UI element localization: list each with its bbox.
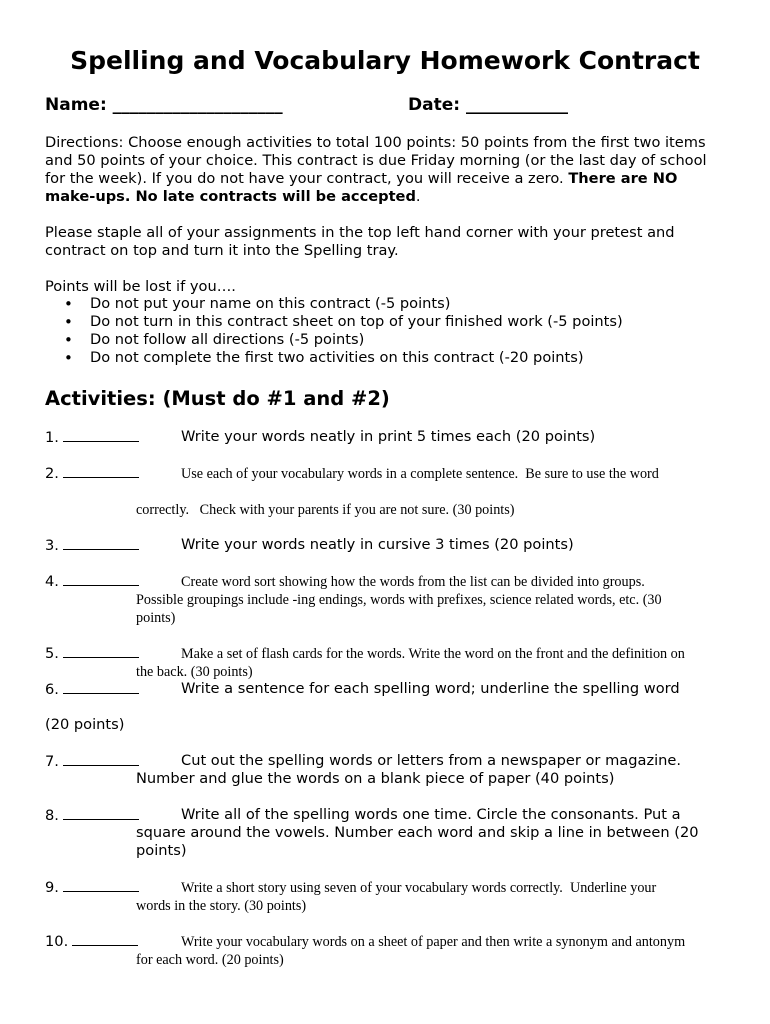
list-item: • Do not turn in this contract sheet on top of your finished work (-5 points) [64,313,623,331]
activity-number: 7. [45,752,139,771]
activities-heading: Activities: (Must do #1 and #2) [45,387,390,410]
staple-instructions-line-1: Please staple all of your assignments in the top left hand corner with your pretest and [45,224,675,241]
bullet-icon: • [64,313,73,331]
activity-number: 3. [45,536,139,555]
checkoff-blank [63,752,139,766]
directions-text: Directions: Choose enough activities to total 100 points: 50 points from the first two items and 50 points of your choice. This contract is due Friday morning (or the last day of school for the week). If you do not have your contract, you will receive a zero. [45,134,707,187]
activity-text: for each word. (20 points) [136,952,284,968]
activity-number: 8. [45,806,139,825]
activity-number: 10. [45,932,138,951]
activity-text: points) [136,610,176,626]
points-lost-intro: Points will be lost if you…. [45,278,236,295]
checkoff-blank [63,680,139,694]
activity-text: correctly. Check with your parents if you are not sure. (30 points) [136,502,515,518]
activity-text: points) [136,842,187,859]
checkoff-blank [63,536,139,550]
bullet-icon: • [64,349,73,367]
activity-text: Write your words neatly in cursive 3 times (20 points) [181,536,574,553]
activity-text: Write your vocabulary words on a sheet of paper and then write a synonym and antonym [181,934,686,950]
directions-paragraph [45,134,725,206]
activity-text: Create word sort showing how the words from the list can be divided into groups. [181,574,645,590]
name-field-label: Name: ____________________ [45,95,283,115]
list-item: • Do not put your name on this contract (-5 points) [64,295,451,313]
activity-text: Write all of the spelling words one time. Circle the consonants. Put a [181,806,681,823]
points-lost-list [64,295,623,367]
activity-text: Number and glue the words on a blank piece of paper (40 points) [136,770,615,787]
checkoff-blank [63,806,139,820]
activity-text: Write a short story using seven of your vocabulary words correctly. Underline your [181,880,657,896]
activity-text: (20 points) [45,716,125,733]
checkoff-blank [63,572,139,586]
activity-text: Write a sentence for each spelling word; underline the spelling word [181,680,680,697]
activity-text: Cut out the spelling words or letters from a newspaper or magazine. [181,752,682,769]
activity-text: Make a set of flash cards for the words. Write the word on the front and the definition on [181,646,685,662]
list-item: • Do not complete the first two activities on this contract (-20 points) [64,349,584,367]
checkoff-blank [63,428,139,442]
activity-text: words in the story. (30 points) [136,898,307,914]
activity-number: 9. [45,878,139,897]
activity-text: Write your words neatly in print 5 times each (20 points) [181,428,596,445]
checkoff-blank [63,878,139,892]
activity-text: square around the vowels. Number each word and skip a line in between (20 [136,824,699,841]
staple-instructions-line-2: contract on top and turn it into the Spelling tray. [45,242,399,259]
activity-text: Possible groupings include -ing endings, words with prefixes, science related words, etc. (30 [136,592,662,608]
date-field-label: Date: ____________ [408,95,568,115]
bullet-icon: • [64,331,73,349]
checkoff-blank [63,464,139,478]
checkoff-blank [63,644,139,658]
activity-text: the back. (30 points) [136,664,253,680]
list-item: • Do not follow all directions (-5 points) [64,331,365,349]
checkoff-blank [72,932,138,946]
activity-number: 6. [45,680,139,699]
bullet-icon: • [64,295,73,313]
activity-number: 4. [45,572,139,591]
page-title: Spelling and Vocabulary Homework Contract [70,46,700,75]
activity-number: 2. [45,464,139,483]
directions-end: . [415,188,421,205]
activity-number: 5. [45,644,139,663]
activity-number: 1. [45,428,139,447]
activity-text: Use each of your vocabulary words in a complete sentence. Be sure to use the word [181,466,659,482]
directions-bold-text: There are NO make-ups. No late contracts will be accepted [45,170,678,205]
